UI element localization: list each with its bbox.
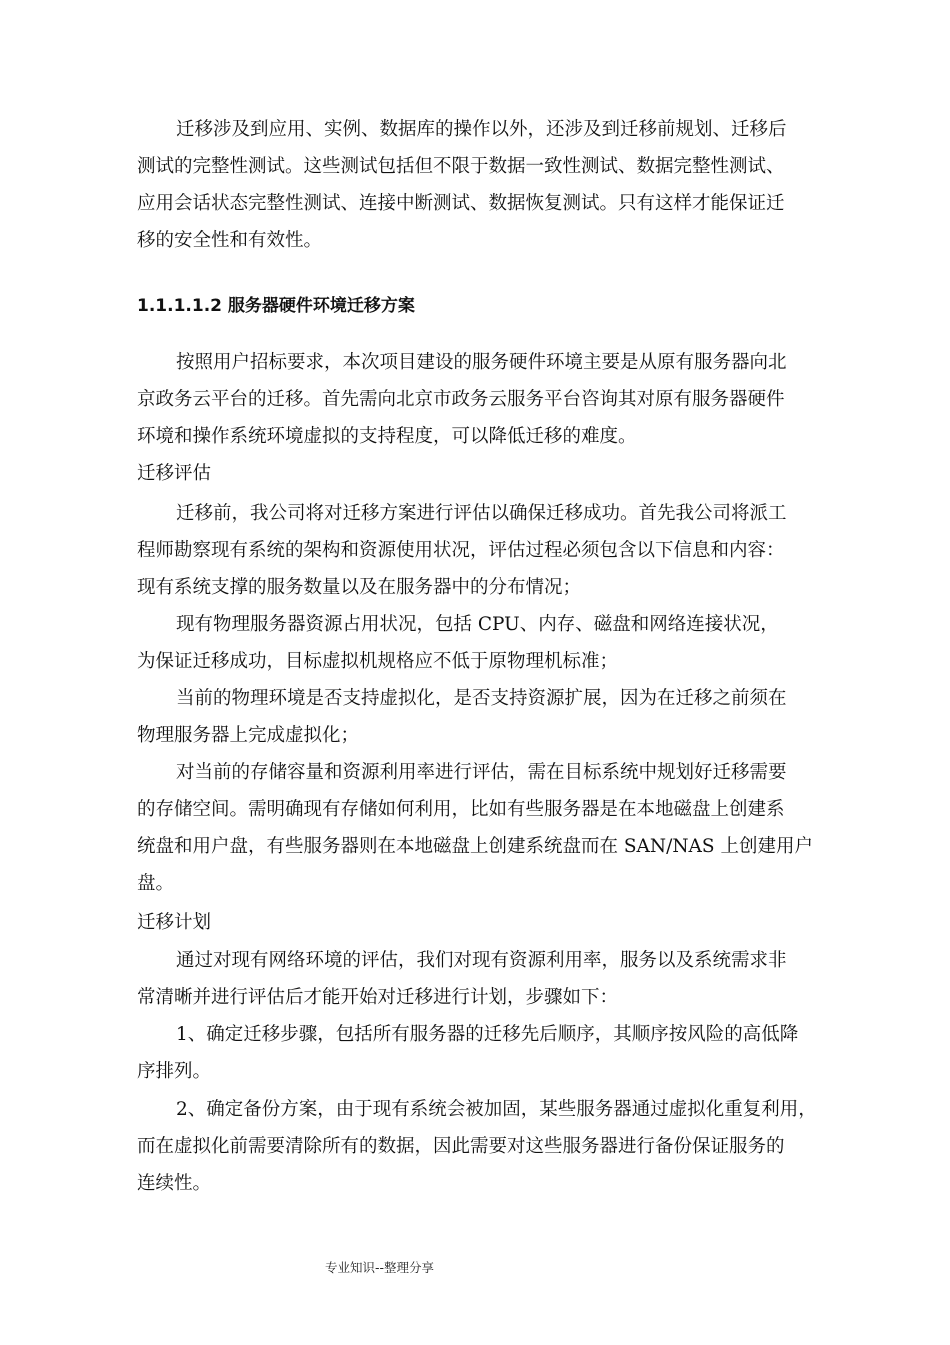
page-footer: 专业知识--整理分享 xyxy=(325,1260,435,1275)
paragraph-line: 通过对现有网络环境的评估，我们对现有资源利用率，服务以及系统需求非 xyxy=(176,950,787,971)
paragraph-line: 京政务云平台的迁移。首先需向北京市政务云服务平台咨询其对原有服务器硬件 xyxy=(137,389,785,410)
paragraph-line: 物理服务器上完成虚拟化； xyxy=(137,725,360,746)
paragraph-line: 迁移前，我公司将对迁移方案进行评估以确保迁移成功。首先我公司将派工 xyxy=(176,503,787,524)
paragraph-line: 测试的完整性测试。这些测试包括但不限于数据一致性测试、数据完整性测试、 xyxy=(137,156,785,177)
paragraph-line: 而在虚拟化前需要清除所有的数据，因此需要对这些服务器进行备份保证服务的 xyxy=(137,1136,785,1157)
paragraph-line: 序排列。 xyxy=(137,1061,212,1082)
subheading-migration-plan: 迁移计划 xyxy=(137,912,212,933)
paragraph-line: 盘。 xyxy=(137,873,175,894)
paragraph-line: 应用会话状态完整性测试、连接中断测试、数据恢复测试。只有这样才能保证迁 xyxy=(137,193,785,214)
paragraph-line: 迁移涉及到应用、实例、数据库的操作以外，还涉及到迁移前规划、迁移后 xyxy=(176,119,787,140)
paragraph-line: 统盘和用户盘，有些服务器则在本地磁盘上创建系统盘而在 SAN/NAS 上创建用户 xyxy=(137,836,813,857)
paragraph-line: 当前的物理环境是否支持虚拟化，是否支持资源扩展，因为在迁移之前须在 xyxy=(176,688,787,709)
paragraph-line: 现有物理服务器资源占用状况，包括 CPU、内存、磁盘和网络连接状况， xyxy=(176,614,779,635)
subheading-migration-assessment: 迁移评估 xyxy=(137,463,212,484)
paragraph-line: 程师勘察现有系统的架构和资源使用状况，评估过程必须包含以下信息和内容： xyxy=(137,540,785,561)
paragraph-line: 为保证迁移成功，目标虚拟机规格应不低于原物理机标准； xyxy=(137,651,619,672)
paragraph-line: 移的安全性和有效性。 xyxy=(137,230,323,251)
paragraph-line: 环境和操作系统环境虚拟的支持程度，可以降低迁移的难度。 xyxy=(137,426,637,447)
paragraph-line: 连续性。 xyxy=(137,1173,212,1194)
paragraph-line: 常清晰并进行评估后才能开始对迁移进行计划，步骤如下： xyxy=(137,987,619,1008)
paragraph-line: 2、确定备份方案，由于现有系统会被加固，某些服务器通过虚拟化重复利用， xyxy=(176,1099,817,1120)
section-heading: 1.1.1.1.2 服务器硬件环境迁移方案 xyxy=(137,296,415,316)
paragraph-line: 按照用户招标要求，本次项目建设的服务硬件环境主要是从原有服务器向北 xyxy=(176,352,787,373)
paragraph-line: 1、确定迁移步骤，包括所有服务器的迁移先后顺序，其顺序按风险的高低降 xyxy=(176,1024,799,1045)
paragraph-line: 的存储空间。需明确现有存储如何利用，比如有些服务器是在本地磁盘上创建系 xyxy=(137,799,785,820)
paragraph-line: 对当前的存储容量和资源利用率进行评估，需在目标系统中规划好迁移需要 xyxy=(176,762,787,783)
paragraph-line: 现有系统支撑的服务数量以及在服务器中的分布情况； xyxy=(137,577,582,598)
